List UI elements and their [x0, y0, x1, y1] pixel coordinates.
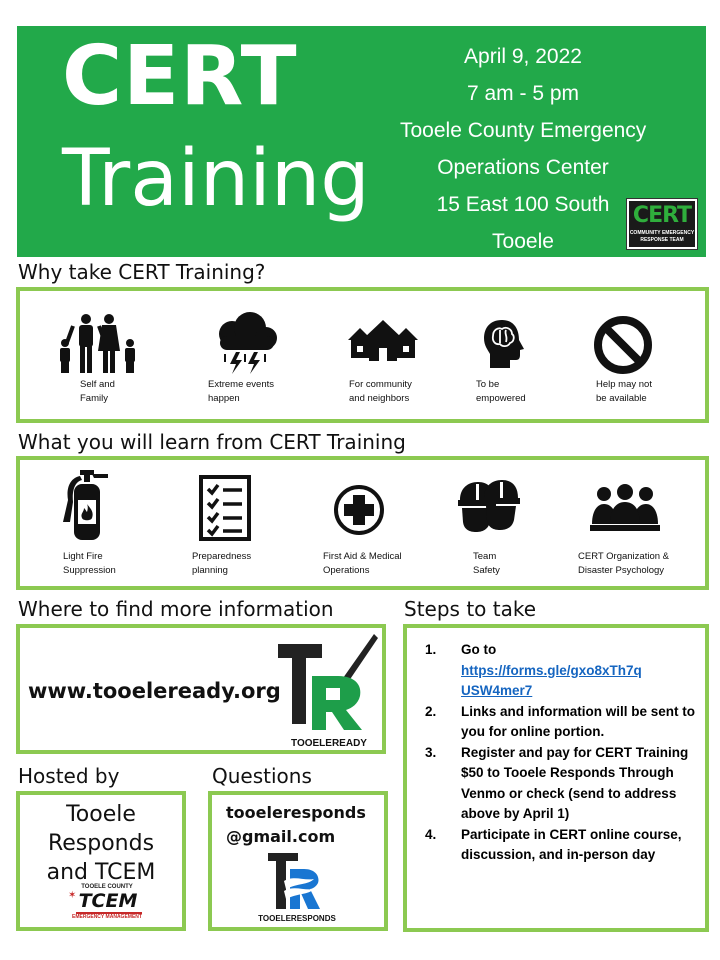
learn-item-preparedness: Preparedness planning [192, 551, 252, 576]
event-date: April 9, 2022 [464, 45, 582, 68]
why-item-events: Extreme events happen [208, 379, 274, 404]
why-item-family: Self and Family [80, 379, 115, 404]
hosted-text: Tooele Responds and TCEM [46, 802, 156, 885]
brain-head-icon [482, 318, 526, 370]
medical-cross-icon [333, 484, 385, 536]
learn-title: What you will learn from CERT Training [18, 430, 406, 454]
storm-cloud-icon [210, 310, 280, 376]
why-title: Why take CERT Training? [18, 260, 266, 284]
tooeleready-logo [276, 630, 380, 740]
steps-list [425, 640, 695, 866]
event-venue-line1: Tooele County Emergency [400, 119, 647, 142]
step-4: 4. Participate in CERT online course, discussion, and in-person day [425, 826, 682, 862]
why-item-community: For community and neighbors [349, 379, 412, 404]
checklist-icon [199, 475, 251, 541]
title-cert: CERT [62, 29, 298, 124]
tcem-logo: TOOELE COUNTY TCEM EMERGENCY MANAGEMENT ✶ [68, 884, 142, 920]
event-time: 7 am - 5 pm [466, 82, 580, 105]
title-training: Training [62, 134, 370, 224]
step-3: 3. Register and pay for CERT Training $50 to Tooele Responds Through Venmo or check (send to address above by April 1) [425, 744, 689, 821]
cert-logo [626, 198, 698, 250]
why-item-help: Help may not be available [596, 379, 652, 404]
fire-extinguisher-icon [60, 470, 112, 542]
hosted-title: Hosted by [18, 764, 120, 788]
learn-item-team: Team Safety [473, 551, 500, 576]
steps-title: Steps to take [404, 597, 537, 621]
tooeleresponds-logo-text: TOOELERESPONDS [258, 914, 336, 923]
questions-email[interactable]: tooeleresponds @gmail.com [226, 803, 366, 846]
event-venue-line2: Operations Center [437, 156, 609, 179]
website-link[interactable]: www.tooeleready.org [28, 679, 281, 703]
hard-hats-icon [456, 476, 522, 534]
houses-icon [346, 320, 420, 362]
family-icon [54, 313, 142, 375]
cert-logo-sub2: RESPONSE TEAM [640, 237, 684, 243]
step-2: 2. Links and information will be sent to you for online portion. [425, 703, 696, 739]
event-address: 15 East 100 South [436, 193, 610, 216]
group-icon [590, 484, 660, 532]
step-1: 1. Go to https://forms.gle/gxo8xTh7q USW4mer7 [425, 640, 695, 702]
learn-item-fire: Light Fire Suppression [63, 551, 116, 576]
registration-link[interactable]: https://forms.gle/gxo8xTh7q USW4mer7 [461, 662, 642, 698]
why-item-empowered: To be empowered [476, 379, 526, 404]
prohibited-icon [593, 315, 653, 375]
info-title: Where to find more information [18, 597, 334, 621]
questions-title: Questions [212, 764, 312, 788]
cert-logo-sub1: COMMUNITY EMERGENCY [629, 230, 695, 236]
tooeleresponds-logo [264, 851, 328, 913]
learn-item-first-aid: First Aid & Medical Operations [323, 551, 402, 576]
event-city: Tooele [492, 230, 554, 253]
event-info [400, 38, 646, 260]
cert-logo-text: CERT [632, 203, 692, 228]
learn-item-organization: CERT Organization & Disaster Psychology [578, 551, 669, 576]
tooeleready-logo-text: TOOELEREADY [291, 738, 367, 749]
